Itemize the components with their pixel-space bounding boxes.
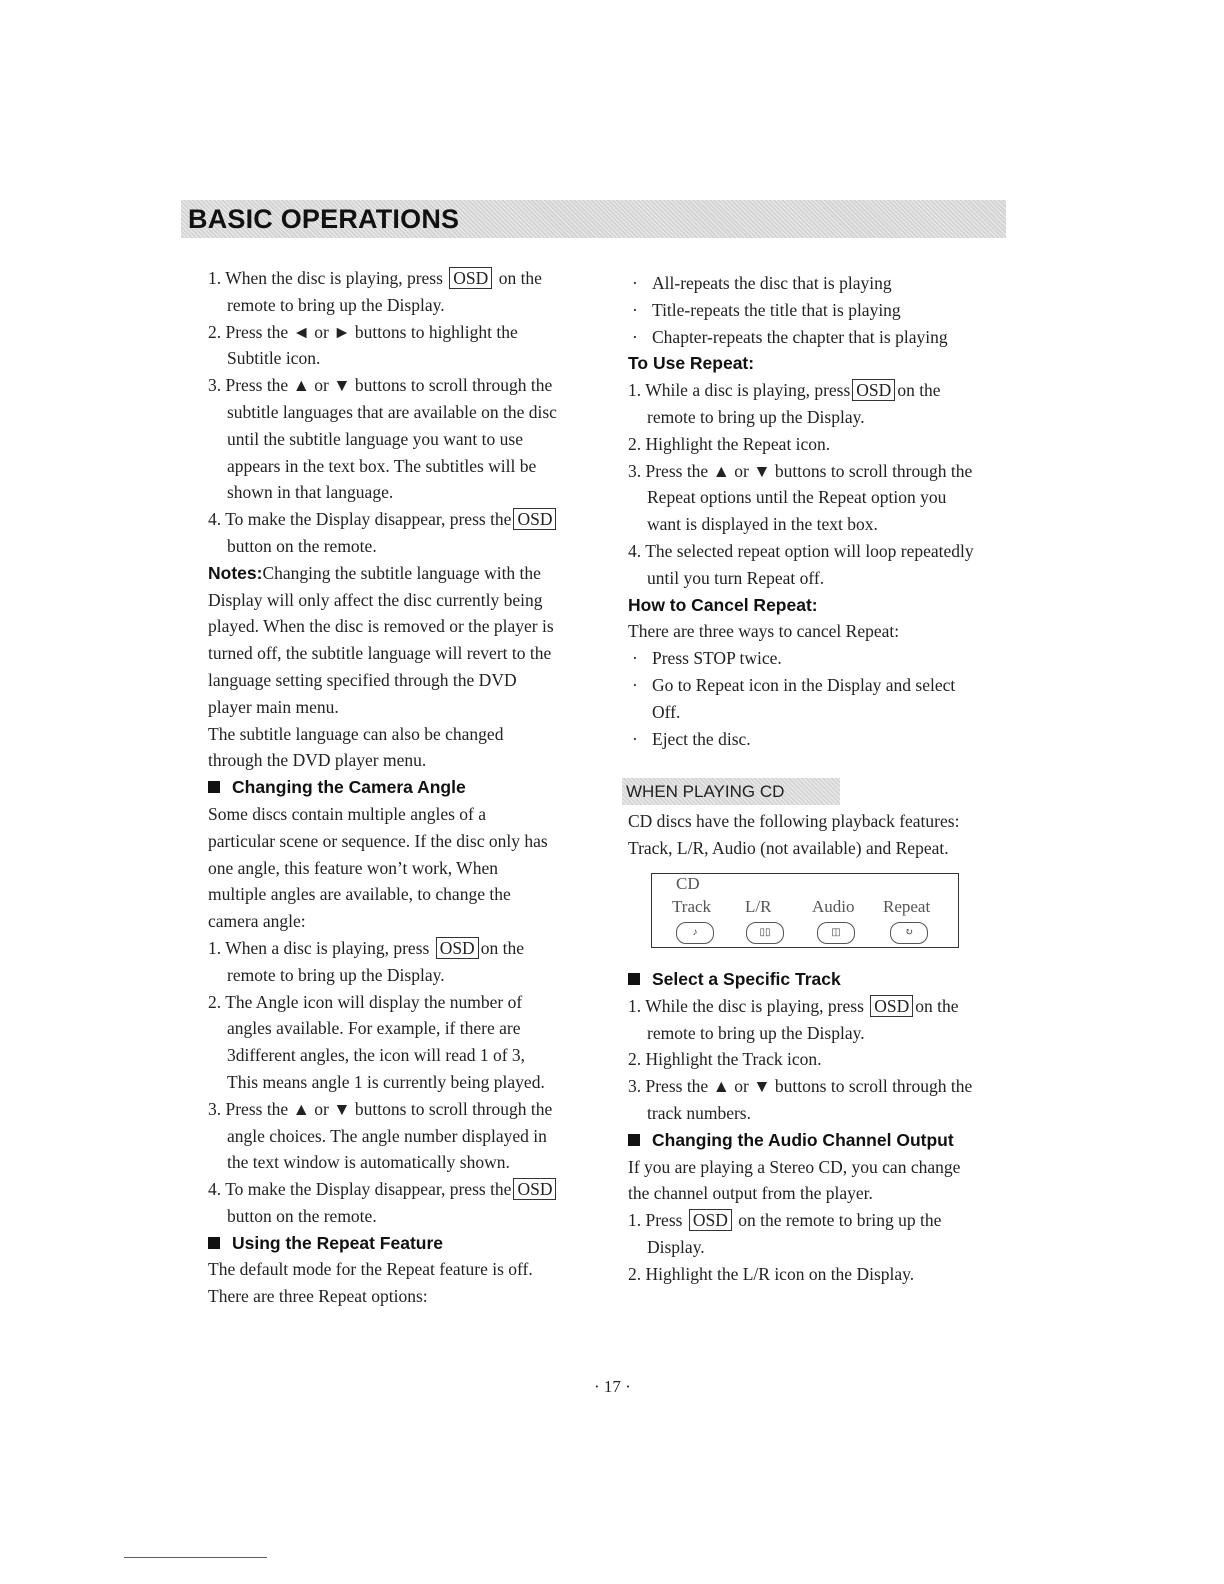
select-track-heading: Select a Specific Track — [628, 966, 1008, 993]
cd-display-diagram — [651, 873, 959, 948]
list-item: · Eject the disc. — [632, 728, 751, 749]
osd-key-icon: OSD — [513, 1178, 556, 1200]
lr-icon: ▯▯ — [746, 922, 784, 944]
square-bullet-icon — [628, 973, 640, 985]
step-line: 1. While a disc is playing, press OSD on the — [628, 380, 941, 401]
step-line: 2. Highlight the Track icon. — [628, 1049, 822, 1070]
display-lr-label: L/R — [745, 897, 772, 916]
display-label: CD — [676, 874, 700, 893]
cd-intro: CD discs have the following playback features: Track, L/R, Audio (not available) and Repeat. — [628, 811, 960, 858]
repeat-feature-heading: Using the Repeat Feature — [208, 1230, 598, 1257]
list-item: · Go to Repeat icon in the Display and select — [632, 674, 956, 695]
step-line: 4. To make the Display disappear, press the OSD — [208, 1176, 598, 1203]
audio-icon: ◫ — [817, 922, 855, 944]
list-item: · All-repeats the disc that is playing — [632, 273, 892, 293]
notes: Notes:Changing the subtitle language with the — [208, 562, 541, 583]
step-line: 2. Highlight the L/R icon on the Display. — [628, 1263, 915, 1284]
repeat-icon: ↻ — [890, 922, 928, 944]
step-line: 3. Press the ▲ or ▼ buttons to scroll through the — [628, 460, 973, 481]
step-line: 3. Press the ▲ or ▼ buttons to scroll through the — [208, 1098, 553, 1119]
list-item: · Press STOP twice. — [632, 648, 782, 669]
osd-key-icon: OSD — [449, 267, 492, 289]
footer-divider — [124, 1557, 267, 1558]
up-down-arrows-icon: ▲ or ▼ — [292, 375, 351, 396]
page-title: BASIC OPERATIONS — [188, 204, 460, 234]
cd-section-title: WHEN PLAYING CD — [626, 782, 785, 801]
osd-key-icon: OSD — [513, 508, 556, 530]
osd-key-icon: OSD — [689, 1209, 732, 1231]
osd-key-icon: OSD — [436, 937, 479, 959]
step-line: 1. When a disc is playing, press OSD on the — [208, 937, 524, 958]
display-track-label: Track — [672, 897, 712, 916]
right-column-lower: Select a Specific Track 1. While the disc is playing, press OSD on the remote to bring up the Display. 2. Highlight the Track icon. 3. Press the ▲ or ▼ buttons to scroll through the track numbers. Changing the Audio Channel Output If you are playing a Stereo CD, you can change the channel output from the player. 1. Press OSD on the remote to bring up the Display. 2. Highlight the L/R icon on the Display. — [628, 966, 1008, 1288]
display-audio-label: Audio — [812, 897, 855, 916]
osd-key-icon: OSD — [852, 379, 895, 401]
cancel-repeat-heading: How to Cancel Repeat: — [628, 594, 818, 615]
step-line: 1. While the disc is playing, press OSD on the — [628, 995, 959, 1016]
list-item: · Title-repeats the title that is playing — [632, 299, 901, 320]
square-bullet-icon — [628, 1134, 640, 1146]
up-down-arrows-icon: ▲ or ▼ — [712, 460, 771, 481]
square-bullet-icon — [208, 781, 220, 793]
list-item: · Chapter-repeats the chapter that is playing — [632, 326, 948, 347]
step-line: 1. Press OSD on the remote to bring up the — [628, 1210, 942, 1231]
up-down-arrows-icon: ▲ or ▼ — [292, 1098, 351, 1119]
step-line: 4. To make the Display disappear, press the OSD — [208, 506, 598, 533]
right-column: · All-repeats the disc that is playing · Title-repeats the title that is playing · Chapter-repeats the chapter that is playing To Use Repeat: 1. While a disc is playing, press OSD on the remote to bring up the Display. 2. Highlight the Repeat icon. 3. Press the ▲ or ▼ buttons to scroll through the Repeat options until the Repeat option you want is displayed in the text box. 4. The selected repeat option will loop repeatedly until you turn Repeat off. How to Cancel Repeat: There are three ways to cancel Repeat: · Press STOP twice. · Go to Repeat icon in the Display and select Off. · Eject the disc. — [628, 270, 1008, 752]
up-down-arrows-icon: ▲ or ▼ — [712, 1076, 771, 1097]
step-line: 2. Press the ◄ or ► buttons to highlight the — [208, 321, 518, 342]
left-right-arrows-icon: ◄ or ► — [292, 321, 351, 342]
display-repeat-label: Repeat — [883, 897, 931, 916]
step-line: 3. Press the ▲ or ▼ buttons to scroll through the — [208, 375, 553, 396]
camera-angle-heading: Changing the Camera Angle — [208, 774, 598, 801]
page-number: · 17 · — [594, 1377, 631, 1396]
osd-key-icon: OSD — [870, 995, 913, 1017]
square-bullet-icon — [208, 1237, 220, 1249]
step-line: 1. When the disc is playing, press OSD on the — [208, 268, 542, 288]
left-column: 1. When the disc is playing, press OSD on the remote to bring up the Display. 2. Press the ◄ or ► buttons to highlight the Subtitle icon. 3. Press the ▲ or ▼ buttons to scroll through the subtitle languages that are available on the disc until the subtitle language you want to use appears in the text box. The subtitles will be shown in that language. 4. To make the Display disappear, press the OSD button on the remote. Notes:Changing the subtitle language with the Display will only affect the disc currently being played. When the disc is removed or the player is turned off, the subtitle language will revert to the language setting specified through the DVD player main menu. The subtitle language can also be changed through the DVD player menu. Changing the Camera Angle Some discs contain multiple angles of a particular scene or sequence. If the disc only has one angle, this feature won’t work, When multiple angles are available, to change the camera angle: 1. When a disc is playing, press OSD on the remote to bring up the Display. 2. The Angle icon will display the number of angles available. For example, if there are 3different angles, the icon will read 1 of 3, This means angle 1 is currently being played. 3. Press the ▲ or ▼ buttons to scroll through the angle choices. The angle number displayed in the text window is automatically shown. 4. To make the Display disappear, press the OSD button on the remote. Using the Repeat Feature The default mode for the Repeat feature is off. There are three Repeat options: — [208, 265, 598, 1310]
use-repeat-heading: To Use Repeat: — [628, 353, 755, 374]
track-icon: ♪ — [676, 922, 714, 944]
step-line: 4. The selected repeat option will loop repeatedly — [628, 540, 974, 561]
audio-channel-heading: Changing the Audio Channel Output — [628, 1127, 1008, 1154]
step-line: 3. Press the ▲ or ▼ buttons to scroll through the — [628, 1076, 973, 1097]
step-line: 2. The Angle icon will display the number of — [208, 991, 523, 1012]
step-line: 2. Highlight the Repeat icon. — [628, 433, 831, 454]
